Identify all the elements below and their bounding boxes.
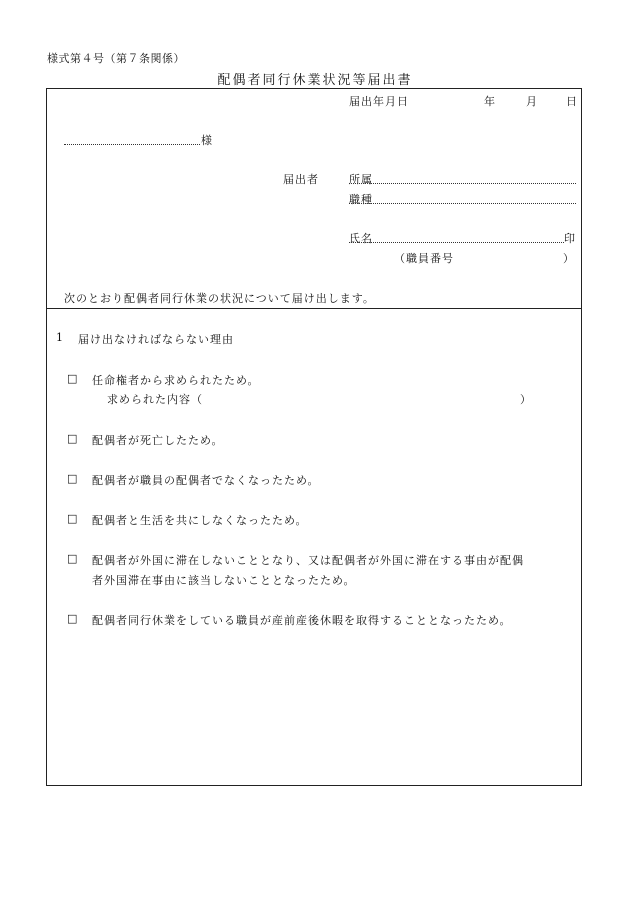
position-label: 職種	[349, 193, 373, 206]
checkbox-reason-5[interactable]: □	[67, 552, 78, 565]
addressee-suffix: 様	[201, 134, 212, 147]
document-title: 配偶者同行休業状況等届出書	[217, 73, 413, 88]
employee-number-label: （職員番号	[394, 252, 454, 265]
checkbox-reason-3[interactable]: □	[67, 472, 78, 485]
name-field[interactable]	[349, 242, 564, 243]
checkbox-reason-1[interactable]: □	[67, 372, 78, 385]
reason-1-text: 任命権者から求められたため。	[92, 374, 260, 387]
reason-2-text: 配偶者が死亡したため。	[92, 434, 224, 447]
checkbox-reason-2[interactable]: □	[67, 432, 78, 445]
reason-5-text: 配偶者が外国に滞在しないこととなり、又は配偶者が外国に滞在する事由が配偶	[92, 554, 524, 567]
month-label: 月	[526, 95, 537, 108]
reason-6-text: 配偶者同行休業をしている職員が産前産後休暇を取得することとなったため。	[92, 614, 512, 627]
section-divider	[46, 308, 582, 309]
day-label: 日	[566, 95, 577, 108]
position-field[interactable]	[349, 203, 576, 204]
reason-5-text-line2: 者外国滞在事由に該当しないこととなったため。	[92, 574, 356, 587]
statement-text: 次のとおり配偶者同行休業の状況について届け出します。	[64, 292, 375, 305]
reason-1-detail-label: 求められた内容（	[107, 393, 203, 406]
reason-1-detail-close: ）	[520, 393, 531, 406]
checkbox-reason-4[interactable]: □	[67, 512, 78, 525]
checkbox-reason-6[interactable]: □	[67, 612, 78, 625]
applicant-label: 届出者	[283, 173, 319, 186]
name-label: 氏名	[349, 232, 373, 245]
section-title: 届け出なければならない理由	[78, 333, 234, 346]
affiliation-label: 所属	[349, 173, 373, 186]
reason-4-text: 配偶者と生活を共にしなくなったため。	[92, 514, 308, 527]
form-number: 様式第４号（第７条関係）	[47, 52, 185, 65]
addressee-field[interactable]	[64, 144, 200, 145]
year-label: 年	[484, 95, 495, 108]
affiliation-field[interactable]	[349, 183, 576, 184]
employee-number-close: ）	[563, 252, 574, 265]
date-label: 届出年月日	[349, 95, 409, 108]
section-number: 1	[56, 331, 63, 344]
reason-3-text: 配偶者が職員の配偶者でなくなったため。	[92, 474, 320, 487]
seal-label: 印	[564, 232, 575, 245]
